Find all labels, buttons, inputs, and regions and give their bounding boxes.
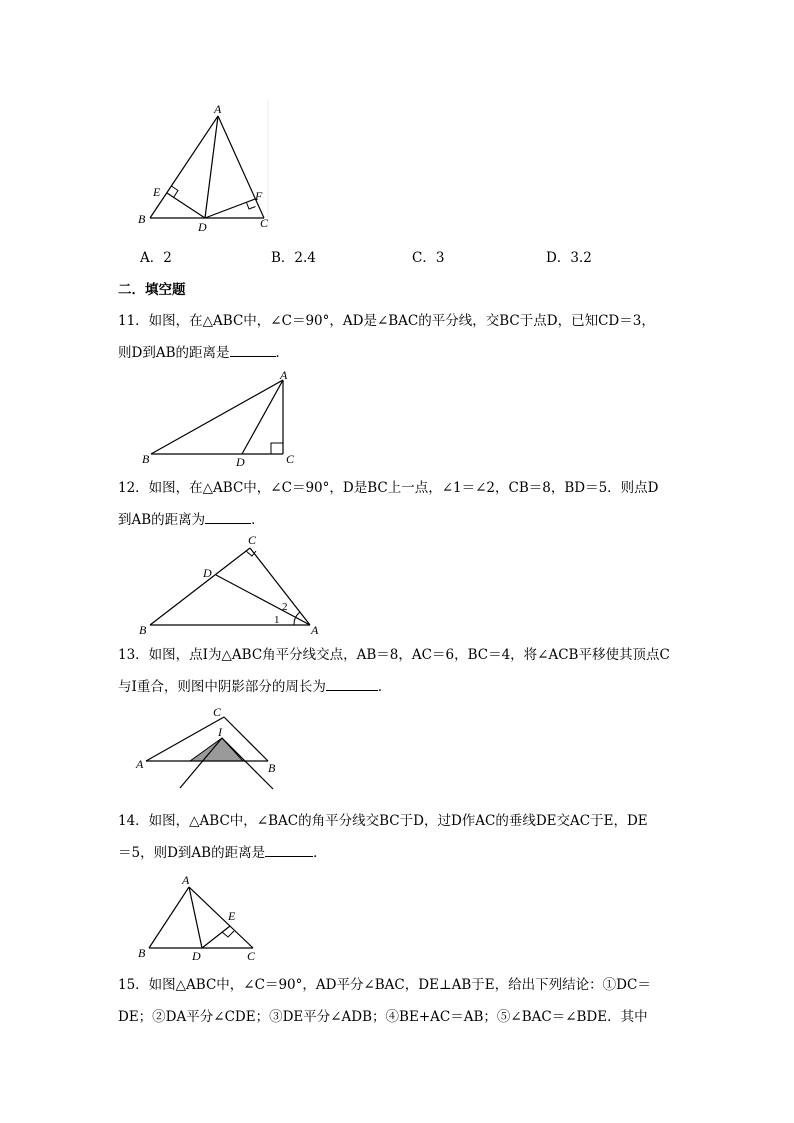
label-a: A — [214, 102, 222, 116]
label-b: B — [142, 452, 150, 466]
side-ac — [189, 887, 253, 948]
q12-diagram — [138, 530, 323, 640]
q12-figure — [138, 530, 323, 640]
side-ab — [151, 380, 283, 454]
right-angle-f — [247, 203, 256, 210]
label-d: D — [192, 949, 201, 963]
q11-line1: 11．如图，在△ABC中，∠C＝90°，AD是∠BAC的平分线，交BC于点D，已知CD＝3， — [118, 313, 655, 329]
segment-ad — [205, 116, 218, 218]
q14-answer-blank[interactable] — [265, 842, 313, 857]
right-angle-e — [172, 186, 179, 198]
q14-line2-text: ＝5，则D到AB的距离是 — [118, 845, 266, 861]
q11-diagram — [138, 365, 303, 470]
translated-arm-left — [180, 738, 222, 788]
label-a: A — [311, 623, 319, 637]
label-c: C — [213, 705, 222, 719]
segment-ad — [189, 887, 202, 948]
q12-line2 — [118, 509, 265, 530]
side-bc — [150, 548, 250, 625]
label-a: A — [280, 368, 288, 382]
label-angle-2: 2 — [282, 601, 288, 613]
q14-line2-end: ． — [313, 845, 327, 861]
q13-answer-blank[interactable] — [326, 676, 378, 691]
label-angle-1: 1 — [274, 614, 280, 626]
side-ab — [150, 116, 218, 218]
side-ab — [149, 887, 189, 948]
q13-line2-end: ． — [377, 679, 392, 695]
label-c: C — [286, 452, 295, 466]
label-f: F — [255, 189, 263, 203]
q13-line2 — [118, 676, 391, 697]
choice-b: B．2.4 — [271, 250, 316, 266]
q12-line2-end: ． — [251, 512, 265, 528]
right-angle-e — [222, 931, 234, 937]
label-d: D — [198, 220, 207, 234]
label-b: B — [138, 212, 146, 226]
label-b: B — [268, 761, 276, 775]
q11-line2 — [118, 342, 289, 363]
label-d: D — [236, 455, 245, 469]
q14-diagram — [136, 870, 266, 965]
label-b: B — [138, 946, 146, 960]
q12-line2-text: 到AB的距离为 — [118, 512, 206, 528]
label-e: E — [153, 185, 161, 199]
q14-figure — [136, 870, 266, 965]
q11-answer-blank[interactable] — [230, 342, 276, 357]
side-ac — [250, 548, 310, 625]
q10-diagram — [130, 100, 275, 240]
label-b: B — [139, 623, 147, 637]
label-c: C — [260, 216, 269, 230]
q15-line2: DE；②DA平分∠CDE；③DE平分∠ADB；④BE+AC＝AB；⑤∠BAC＝∠BDE．其中 — [118, 1009, 648, 1025]
choice-d: D．3.2 — [546, 250, 592, 266]
choice-a: A．2 — [140, 250, 172, 266]
segment-de — [202, 926, 230, 948]
q12-answer-blank[interactable] — [205, 509, 251, 524]
q11-figure — [138, 365, 303, 470]
label-i: I — [218, 725, 222, 739]
choice-c: C．3 — [412, 250, 445, 266]
segment-de — [167, 193, 205, 218]
section-title: 二．填空题 — [118, 282, 186, 298]
q11-line2-end: ． — [275, 345, 289, 361]
q13-line1: 13．如图，点I为△ABC角平分线交点，AB＝8，AC＝6，BC＝4，将∠ACB平移使其顶点C — [118, 647, 670, 663]
label-c: C — [248, 533, 257, 547]
label-a: A — [182, 873, 190, 887]
q14-line1: 14．如图，△ABC中，∠BAC的角平分线交BC于D，过D作AC的垂线DE交AC于E，DE — [118, 813, 648, 829]
shaded-region — [190, 738, 243, 761]
q14-line2 — [118, 842, 327, 863]
q13-diagram — [133, 700, 283, 795]
q15-line1: 15．如图△ABC中，∠C＝90°，AD平分∠BAC，DE⊥AB于E，给出下列结论：①DC＝ — [118, 977, 651, 993]
q10-figure — [130, 100, 275, 240]
q12-line1: 12．如图，在△ABC中，∠C＝90°，D是BC上一点，∠1＝∠2，CB＝8，BD＝5．则点D — [118, 480, 659, 496]
right-angle-c — [246, 551, 256, 556]
q11-line2-text: 则D到AB的距离是 — [118, 345, 230, 361]
label-c: C — [247, 949, 256, 963]
q13-figure — [133, 700, 283, 795]
right-angle-c — [271, 443, 283, 454]
segment-df — [205, 199, 255, 218]
q13-line2-text: 与I重合，则图中阴影部分的周长为 — [118, 679, 326, 695]
label-e: E — [228, 909, 236, 923]
translated-arm-right — [222, 738, 273, 789]
label-a: A — [136, 757, 144, 771]
label-d: D — [203, 566, 212, 580]
